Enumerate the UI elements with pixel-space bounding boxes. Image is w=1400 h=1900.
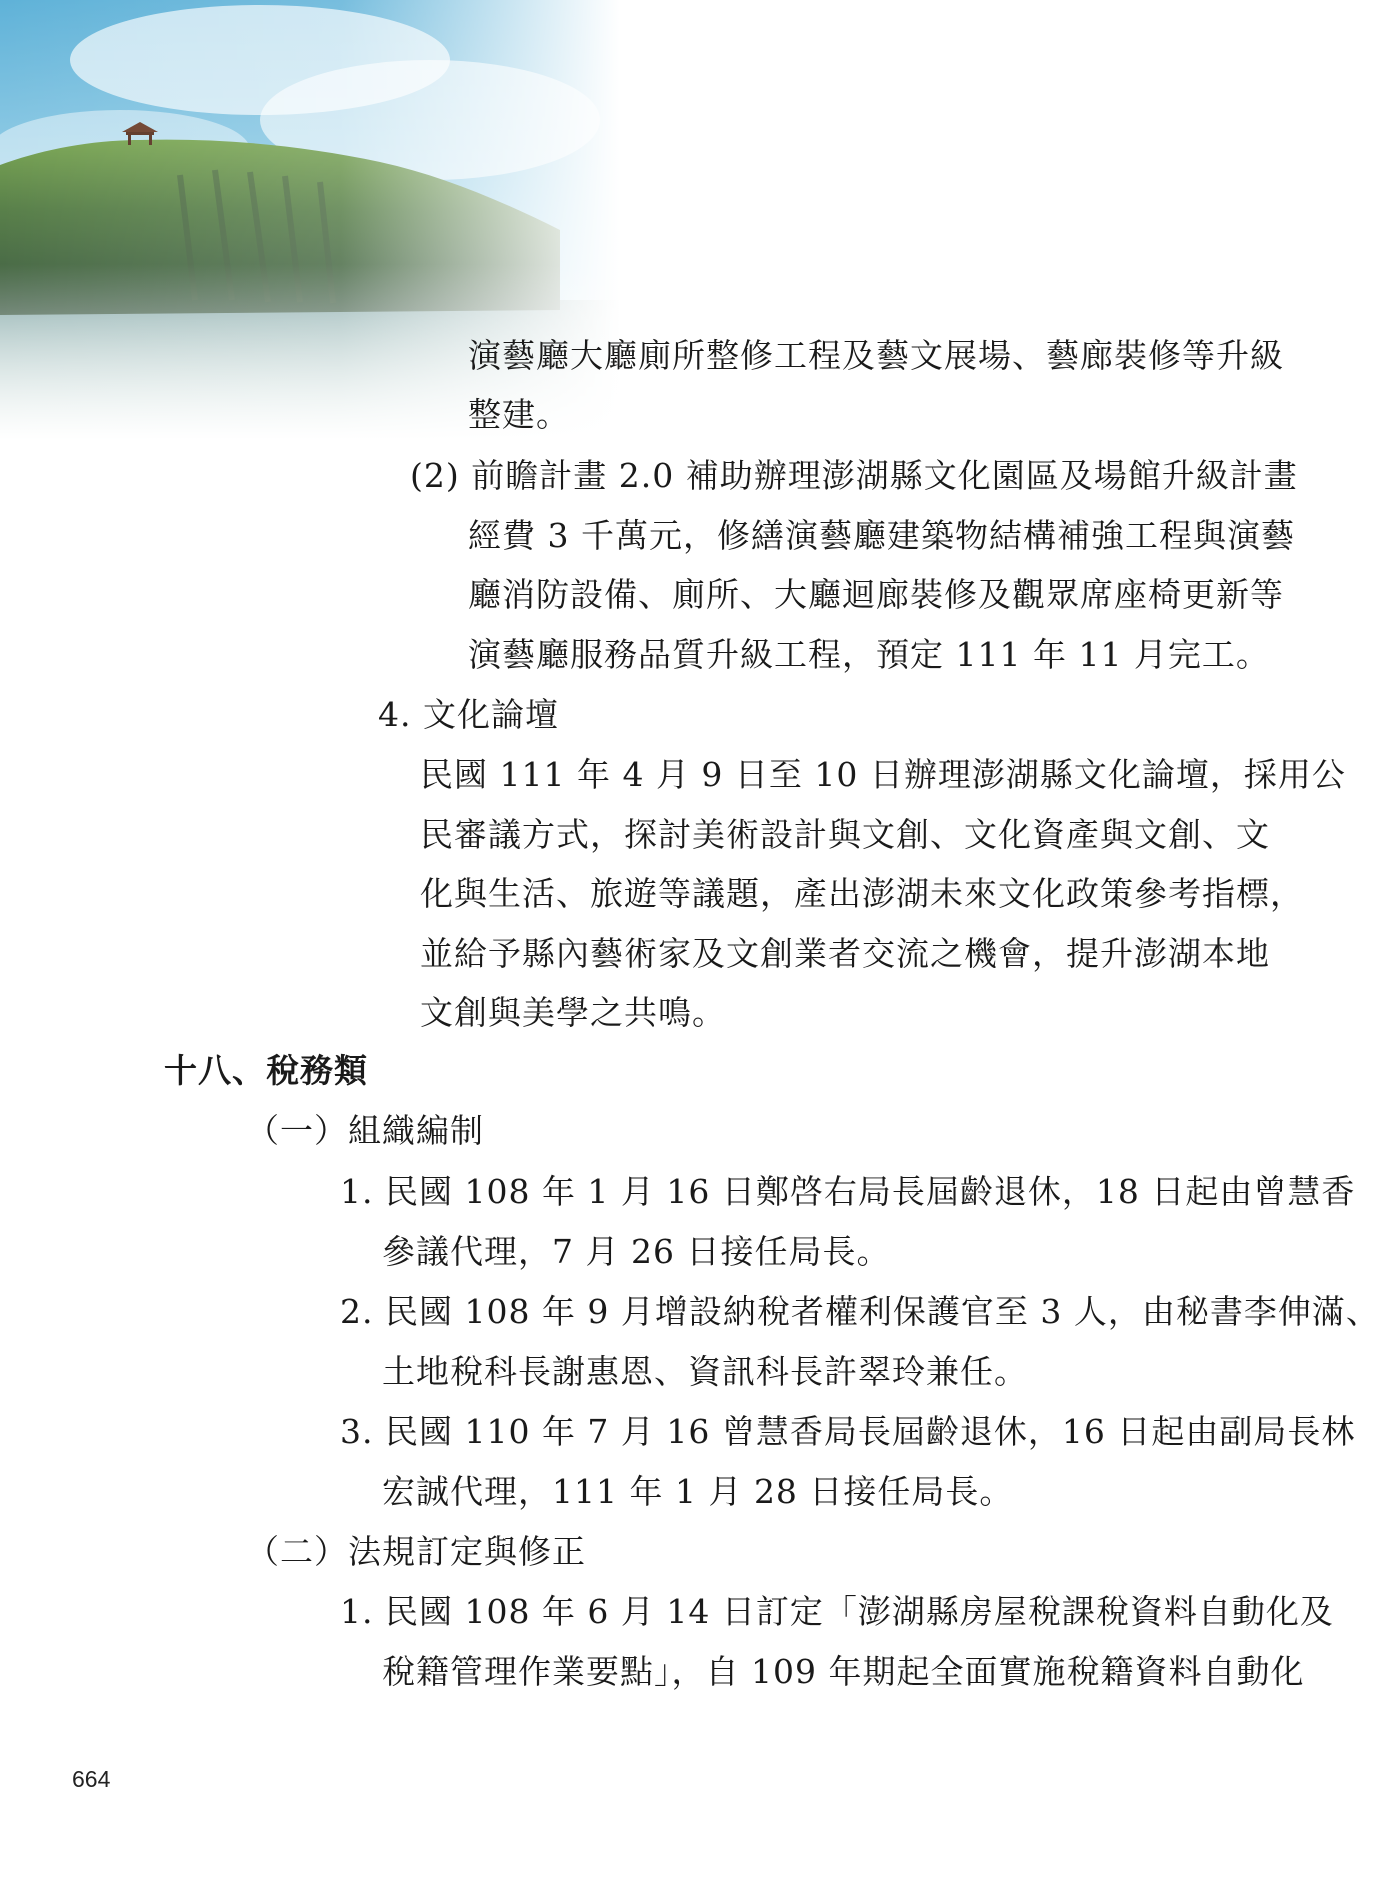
body-line-12: 文創與美學之共鳴。 <box>420 993 726 1032</box>
chapter-heading: 十八、稅務類 <box>164 1051 368 1090</box>
body-line-4: 經費 3 千萬元，修繕演藝廳建築物結構補強工程與演藝 <box>468 516 1295 555</box>
body-line-6: 演藝廳服務品質升級工程，預定 111 年 11 月完工。 <box>468 635 1270 674</box>
body-line-11: 並給予縣內藝術家及文創業者交流之機會，提升澎湖本地 <box>420 934 1270 973</box>
body-line-8: 民國 111 年 4 月 9 日至 10 日辦理澎湖縣文化論壇，採用公 <box>420 755 1346 794</box>
body-line-10: 化與生活、旅遊等議題，產出澎湖未來文化政策參考指標， <box>420 874 1304 913</box>
section-4-title: 4. 文化論壇 <box>378 695 559 734</box>
body-line-2: 整建。 <box>468 395 570 434</box>
list-item-3: 3. 民國 110 年 7 月 16 曾慧香局長屆齡退休，16 日起由副局長林 <box>340 1412 1356 1451</box>
list-item-2-cont: 土地稅科長謝惠恩、資訊科長許翠玲兼任。 <box>382 1352 1028 1391</box>
item-2-text: (2) 前瞻計畫 2.0 補助辦理澎湖縣文化園區及場館升級計畫 <box>410 456 1298 495</box>
body-line-1: 演藝廳大廳廁所整修工程及藝文展場、藝廊裝修等升級 <box>468 336 1284 375</box>
list-item-4-cont: 稅籍管理作業要點」，自 109 年期起全面實施稅籍資料自動化 <box>382 1652 1305 1691</box>
list-item-1: 1. 民國 108 年 1 月 16 日鄭啓右局長屆齡退休，18 日起由曾慧香 <box>340 1172 1356 1211</box>
list-item-2: 2. 民國 108 年 9 月增設納稅者權利保護官至 3 人，由秘書李伸滿、 <box>340 1292 1380 1331</box>
body-line-9: 民審議方式，探討美術設計與文創、文化資產與文創、文 <box>420 815 1270 854</box>
list-item-1-cont: 參議代理，7 月 26 日接任局長。 <box>382 1232 891 1271</box>
body-line-5: 廳消防設備、廁所、大廳迴廊裝修及觀眾席座椅更新等 <box>468 575 1284 614</box>
subsection-1-title: （一）組織編制 <box>246 1111 484 1150</box>
list-item-4: 1. 民國 108 年 6 月 14 日訂定「澎湖縣房屋稅課稅資料自動化及 <box>340 1592 1334 1631</box>
page-number: 664 <box>72 1766 111 1792</box>
list-item-3-cont: 宏誠代理，111 年 1 月 28 日接任局長。 <box>382 1472 1014 1511</box>
subsection-2-title: （二）法規訂定與修正 <box>246 1532 586 1571</box>
